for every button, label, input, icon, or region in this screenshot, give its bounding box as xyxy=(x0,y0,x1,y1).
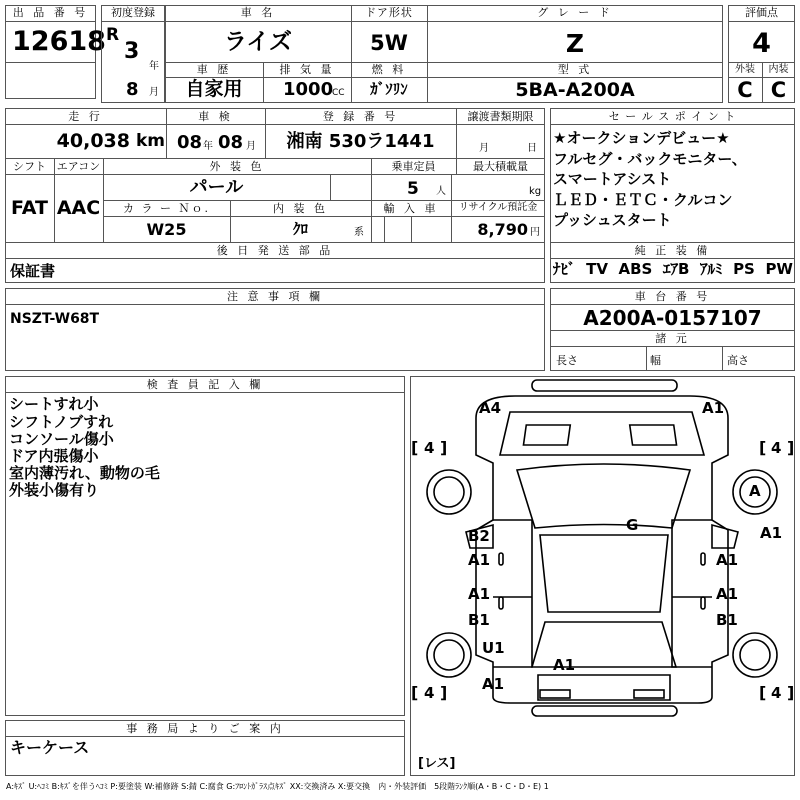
equipment-ps: PS xyxy=(733,260,755,278)
mileage-unit: km xyxy=(136,131,166,151)
max-load-label: 最大積載量 xyxy=(473,160,528,173)
sales-points-list xyxy=(553,128,747,231)
transfer-deadline-label: 譲渡書類期限 xyxy=(467,110,534,123)
interior-grade: C xyxy=(770,78,787,102)
shift-label: シフト xyxy=(13,160,46,173)
inspector-note: シートすれ小 xyxy=(9,395,99,413)
inspector-note: ドア内張傷小 xyxy=(9,447,99,465)
damage-mark: B1 xyxy=(468,611,490,629)
damage-mark: A1 xyxy=(716,585,739,603)
damage-mark: A1 xyxy=(482,675,505,693)
door-type: 5W xyxy=(370,31,408,55)
color-number-label: カ ラ ー Ｎｏ. xyxy=(123,202,210,215)
exterior-grade: C xyxy=(737,78,753,102)
capacity: 5 xyxy=(407,179,419,199)
displacement-label: 排 気 量 xyxy=(279,63,335,76)
later-items-label: 後 日 発 送 部 品 xyxy=(216,244,334,257)
tire-depth-rear-right: 4 xyxy=(771,684,782,702)
tire-depth-rear-left: 4 xyxy=(424,684,435,702)
score-label: 評価点 xyxy=(745,6,778,19)
equipment-tv: TV xyxy=(586,260,608,278)
vehicle-history: 自家用 xyxy=(185,78,243,100)
chassis-number-label: 車 台 番 号 xyxy=(634,290,711,303)
displacement-unit: CC xyxy=(332,88,345,98)
inspector-label: 検 査 員 記 入 欄 xyxy=(146,378,264,391)
recycle-label: リサイクル預託金 xyxy=(458,202,538,213)
lot-number: 12618 xyxy=(12,26,106,57)
transfer-month: 月 xyxy=(479,143,489,154)
width-label: 幅 xyxy=(650,354,661,367)
damage-mark: A4 xyxy=(479,399,502,417)
notes-text: NSZT-W68T xyxy=(10,311,100,327)
equipment-abs: ABS xyxy=(618,260,653,278)
chassis-number: A200A-0157107 xyxy=(583,306,762,330)
sales-point-line: ★オークションデビュー★ xyxy=(553,129,730,147)
fuel-label: 燃 料 xyxy=(371,63,407,76)
transfer-day: 日 xyxy=(527,143,537,154)
tire-bracket-fl-close: ] xyxy=(440,438,448,457)
sales-point-line: ＬＥＤ・ＥＴＣ・クルコン xyxy=(553,190,733,209)
model-label: 型 式 xyxy=(557,63,593,76)
inspector-note: コンソール傷小 xyxy=(9,430,114,448)
history-label: 車 歴 xyxy=(196,63,232,76)
first-reg-month: 8 xyxy=(126,79,139,100)
tire-depth-front-left: 4 xyxy=(424,439,435,457)
height-label: 高さ xyxy=(727,354,749,367)
inspection-label: 車 検 xyxy=(198,110,233,123)
notes-label: 注 意 事 項 欄 xyxy=(227,290,323,303)
tire-bracket-fr-close: ] xyxy=(787,438,795,457)
lot-number-label: 出 品 番 号 xyxy=(12,6,89,19)
grade: Z xyxy=(565,29,585,58)
inspector-note: 外装小傷有り xyxy=(9,481,100,499)
later-items: 保証書 xyxy=(10,262,56,280)
tire-bracket-rl-open: [ xyxy=(411,683,419,702)
registration-number: 湘南 530ラ1441 xyxy=(286,131,435,152)
spec-label: 諸 元 xyxy=(655,332,690,345)
interior-color: ｸﾛ xyxy=(292,220,308,238)
era: R xyxy=(106,25,120,45)
mileage: 40,038 xyxy=(56,130,130,152)
year-unit: 年 xyxy=(149,61,159,72)
damage-mark: B2 xyxy=(468,527,490,545)
office-text: キーケース xyxy=(10,738,90,757)
first-registration-label: 初度登録 xyxy=(111,6,155,19)
car-name-label: 車 名 xyxy=(240,6,276,19)
damage-mark: A1 xyxy=(716,551,739,569)
sales-points-label: セ ー ル ス ポ イ ン ト xyxy=(608,110,737,123)
damage-mark: U1 xyxy=(482,639,505,657)
tire-bracket-rr-open: [ xyxy=(759,683,767,702)
interior-color-label: 内 装 色 xyxy=(273,202,328,215)
inspector-note: シフトノブすれ xyxy=(9,413,114,431)
tire-bracket-fr-open: [ xyxy=(759,438,767,457)
mileage-label: 走 行 xyxy=(68,110,103,123)
import-label: 輸 入 車 xyxy=(383,202,439,215)
sales-point-line: プッシュスタート xyxy=(553,211,672,229)
car-diagram xyxy=(410,376,795,776)
sales-point-line: フルセグ・バックモニター、 xyxy=(553,149,747,168)
damage-mark: A1 xyxy=(760,524,783,542)
inspection-month-unit: 月 xyxy=(246,141,256,152)
exterior-color-label: 外 装 色 xyxy=(209,160,265,173)
capacity-unit: 人 xyxy=(436,186,446,197)
equipment-pw: PW xyxy=(765,260,793,278)
damage-mark: B1 xyxy=(716,611,738,629)
equipment-label: 純 正 装 備 xyxy=(634,244,711,257)
air-conditioner: AAC xyxy=(56,197,101,219)
tire-bracket-rl-close: ] xyxy=(440,683,448,702)
damage-mark: A1 xyxy=(468,585,491,603)
capacity-label: 乗車定員 xyxy=(391,160,436,173)
max-load-unit: kg xyxy=(529,186,542,197)
interior-color-unit: 系 xyxy=(354,227,364,238)
length-label: 長さ xyxy=(556,354,578,367)
grade-label: グ レ ー ド xyxy=(537,6,613,19)
inspection-month: 08 xyxy=(218,132,244,153)
exterior-label: 外装 xyxy=(735,64,755,75)
inspection-year: 08 xyxy=(177,132,203,153)
spare-tire-status: [レス] xyxy=(418,756,456,771)
equipment-alloy: ｱﾙﾐ xyxy=(699,260,723,278)
fuel: ｶﾞｿﾘﾝ xyxy=(370,80,408,98)
equipment-navi: ﾅﾋﾞ xyxy=(553,260,576,278)
legend-text: A:ｷｽﾞ U:ﾍｺﾐ B:ｷｽﾞを伴うﾍｺﾐ P:要塗装 W:補修跡 S:錆 C:腐食 G:ﾌﾛﾝﾄｶﾞﾗｽ点ｷｽﾞ XX:交換済み X:要交換 内・外装評価 5段階ﾗﾝｸ順(A・B・C・D・E) 1 xyxy=(6,782,549,791)
inspector-note: 室内薄汚れ、動物の毛 xyxy=(9,464,160,482)
damage-mark: A1 xyxy=(702,399,725,417)
car-name: ライズ xyxy=(223,29,293,55)
equipment-airbag: ｴｱB xyxy=(662,260,690,278)
tire-depth-front-right: 4 xyxy=(771,439,782,457)
first-reg-year: 3 xyxy=(124,39,140,64)
month-unit: 月 xyxy=(149,87,159,98)
tire-bracket-rr-close: ] xyxy=(787,683,795,702)
ac-label: エアコン xyxy=(56,160,101,173)
tire-bracket-fl-open: [ xyxy=(411,438,419,457)
equipment-list xyxy=(553,262,793,277)
model-code: 5BA-A200A xyxy=(515,79,635,101)
damage-mark: A1 xyxy=(553,656,576,674)
exterior-color: パール xyxy=(189,177,244,198)
registration-number-label: 登 録 番 号 xyxy=(322,110,399,123)
door-label: ドア形状 xyxy=(365,6,413,19)
color-number: W25 xyxy=(146,220,187,239)
damage-mark: G xyxy=(626,516,639,534)
shift: FAT xyxy=(11,197,48,219)
inspector-notes xyxy=(9,395,160,499)
damage-mark: A xyxy=(749,482,761,500)
interior-label: 内装 xyxy=(768,64,789,75)
displacement: 1000 xyxy=(283,79,334,100)
recycle-unit: 円 xyxy=(530,227,540,238)
office-label: 事 務 局 よ り ご 案 内 xyxy=(126,722,284,735)
inspection-year-unit: 年 xyxy=(203,141,213,152)
score: 4 xyxy=(752,28,771,59)
sales-point-line: スマートアシスト xyxy=(553,170,672,188)
recycle-fee: 8,790 xyxy=(477,220,528,239)
damage-mark: A1 xyxy=(468,551,491,569)
